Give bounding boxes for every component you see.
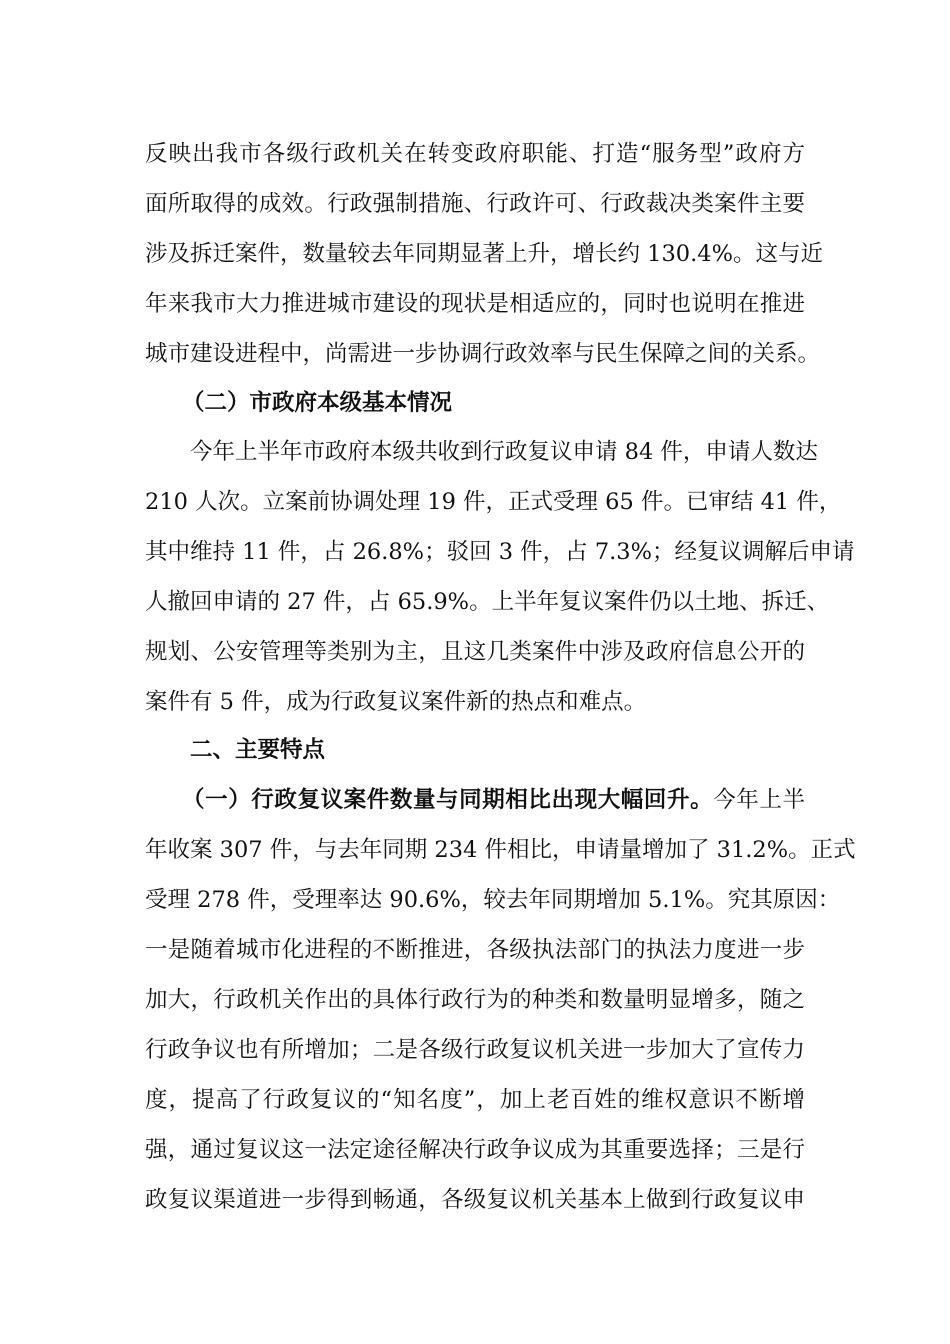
chapter-heading: 二、主要特点 <box>190 737 326 763</box>
paragraph-line: 今年上半年市政府本级共收到行政复议申请 84 件，申请人数达 <box>190 439 818 465</box>
paragraph-text: 今年上半 <box>713 787 805 813</box>
paragraph-line: 规划、公安管理等类别为主，且这几类案件中涉及政府信息公开的 <box>145 639 805 665</box>
paragraph-line: 城市建设进程中，尚需进一步协调行政效率与民生保障之间的关系。 <box>145 341 821 367</box>
section-heading: （二）市政府本级基本情况 <box>182 390 453 416</box>
paragraph-line: 政复议渠道进一步得到畅通，各级复议机关基本上做到行政复议申 <box>145 1187 805 1213</box>
paragraph-line: 面所取得的成效。行政强制措施、行政许可、行政裁决类案件主要 <box>145 191 805 217</box>
paragraph-line: 其中维持 11 件，占 26.8%；驳回 3 件，占 7.3%；经复议调解后申请 <box>145 539 855 565</box>
subsection-heading: （一）行政复议案件数量与同期相比出现大幅回升。 <box>182 787 714 813</box>
paragraph-line: 行政争议也有所增加；二是各级行政复议机关进一步加大了宣传力 <box>145 1037 805 1063</box>
paragraph-line: 年收案 307 件，与去年同期 234 件相比，申请量增加了 31.2%。正式 <box>145 837 856 863</box>
paragraph-line: 年来我市大力推进城市建设的现状是相适应的，同时也说明在推进 <box>145 291 805 317</box>
paragraph-line: 案件有 5 件，成为行政复议案件新的热点和难点。 <box>145 689 647 715</box>
paragraph-line: 度，提高了行政复议的“知名度”，加上老百姓的维权意识不断增 <box>145 1087 805 1113</box>
paragraph-line: 反映出我市各级行政机关在转变政府职能、打造“服务型”政府方 <box>145 141 805 167</box>
paragraph-line: 210 人次。立案前协调处理 19 件，正式受理 65 件。已审结 41 件， <box>145 489 842 515</box>
paragraph-line-mixed <box>182 775 805 825</box>
paragraph-line: 受理 278 件，受理率达 90.6%，较去年同期增加 5.1%。究其原因： <box>145 887 841 913</box>
paragraph-line: 强，通过复议这一法定途径解决行政争议成为其重要选择；三是行 <box>145 1137 805 1163</box>
paragraph-line: 涉及拆迁案件，数量较去年同期显著上升，增长约 130.4%。这与近 <box>145 241 823 267</box>
paragraph-line: 一是随着城市化进程的不断推进，各级执法部门的执法力度进一步 <box>145 937 805 963</box>
paragraph-line: 加大，行政机关作出的具体行政行为的种类和数量明显增多，随之 <box>145 987 805 1013</box>
paragraph-line: 人撤回申请的 27 件，占 65.9%。上半年复议案件仍以土地、拆迁、 <box>145 589 830 615</box>
